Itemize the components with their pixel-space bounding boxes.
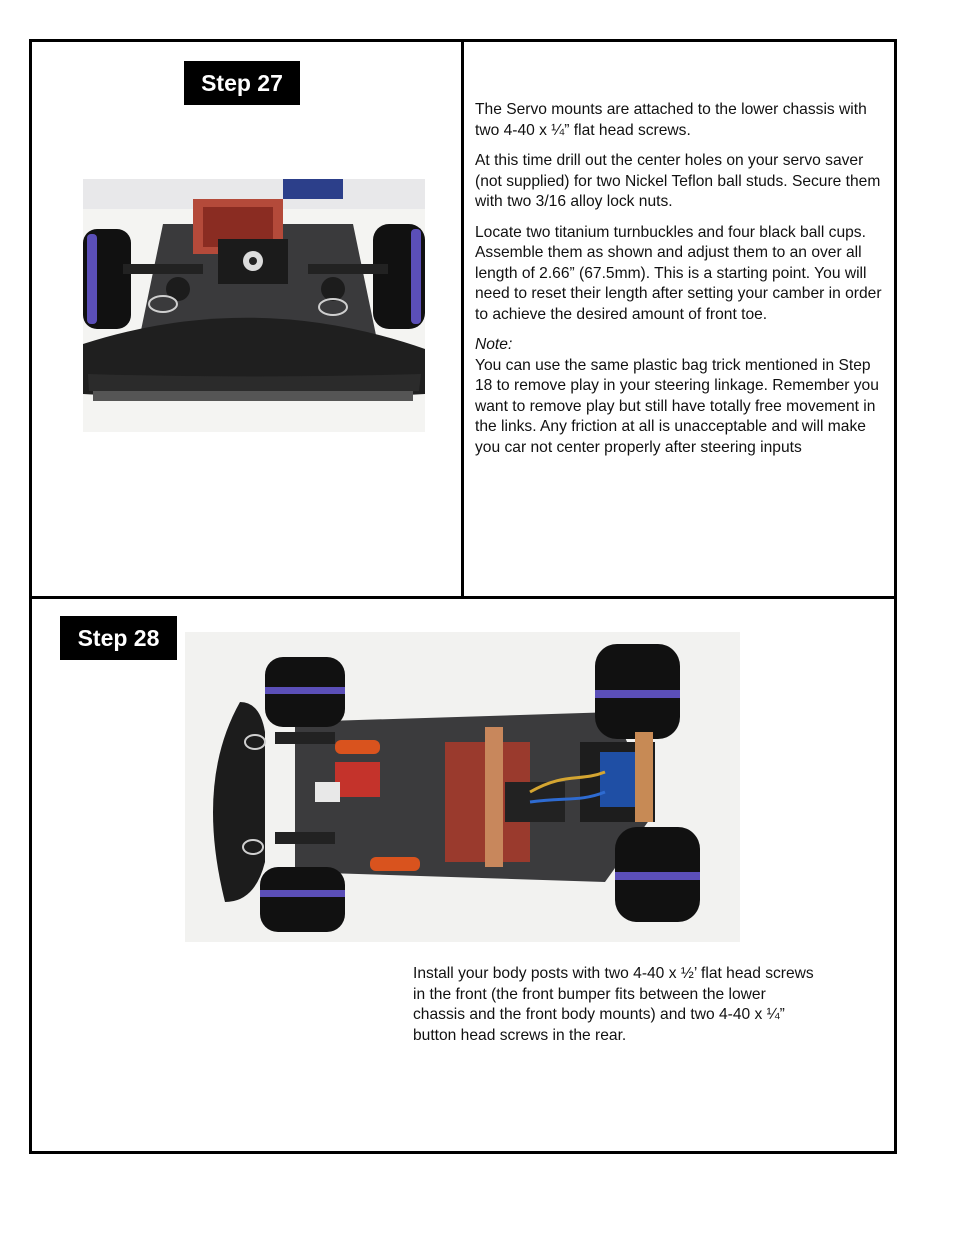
step27-paragraph-1: The Servo mounts are attached to the lower chassis with two 4-40 x ¼” flat head screws. <box>475 101 867 139</box>
step27-note-title: Note: <box>475 336 513 353</box>
step27-label: Step 27 <box>184 61 300 105</box>
step27-paragraph-2: At this time drill out the center holes on your servo saver (not supplied) for two Nickel Teflon ball studs. Secure them with two 3/16 alloy lock nuts. <box>475 152 881 210</box>
step27-photo <box>83 179 425 432</box>
step27-note-text: You can use the same plastic bag trick mentioned in Step 18 to remove play in your steering linkage. Remember you want to remove play but still have totally free movement in the links. Any friction at all is unacceptable and will make you car not center properly after steering inputs <box>475 356 879 456</box>
step27-text <box>475 100 887 468</box>
step28-photo <box>185 632 740 942</box>
step28-text <box>413 964 818 1056</box>
step28-label: Step 28 <box>60 616 177 660</box>
step28-paragraph: Install your body posts with two 4-40 x ½’ flat head screws in the front (the front bumper fits between the lower chassis and the front body mounts) and two 4-40 x ¼” button head screws in the rear. <box>413 965 814 1044</box>
step27-divider <box>461 39 464 599</box>
step27-paragraph-3: Locate two titanium turnbuckles and four black ball cups. Assemble them as shown and adjust them to an over all length of 2.66” (67.5mm). This is a starting point. You will need to reset their length after setting your camber in order to achieve the desired amount of front toe. <box>475 223 882 323</box>
